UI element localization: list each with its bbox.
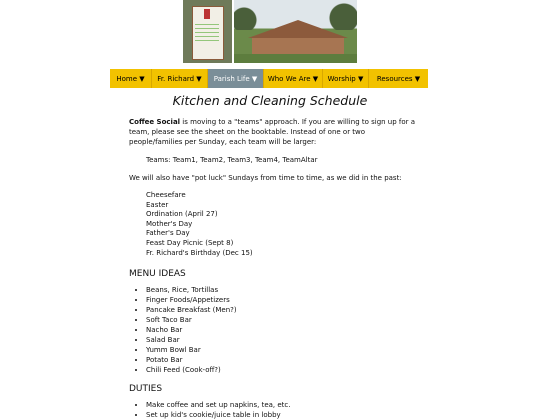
potluck-paragraph: We will also have "pot luck" Sundays from time to time, as we did in the past: xyxy=(129,174,402,182)
list-item: • Potato Bar xyxy=(146,355,419,365)
event-item: Fr. Richard's Birthday (Dec 15) xyxy=(146,248,253,257)
list-item: • Beans, Rice, Tortillas xyxy=(146,285,419,295)
list-item: • Make coffee and set up napkins, tea, etc. xyxy=(146,400,419,410)
menu-ideas-heading: MENU IDEAS xyxy=(129,269,186,280)
list-item: • Set up kid's cookie/juice table in lobby xyxy=(146,410,419,420)
intro-paragraph xyxy=(129,117,419,147)
duties-heading: DUTIES xyxy=(129,384,163,395)
nav-home[interactable]: Home ▼ xyxy=(110,69,152,88)
nav-resources[interactable]: Resources ▼ xyxy=(369,69,428,88)
nav-fr-richard[interactable]: Fr. Richard ▼ xyxy=(152,69,208,88)
event-item: Easter xyxy=(146,200,169,209)
event-item: Feast Day Picnic (Sept 8) xyxy=(146,238,234,247)
page-content xyxy=(129,117,419,420)
parish-sign-photo xyxy=(183,0,232,63)
list-item: • Yumm Bowl Bar xyxy=(146,345,419,355)
list-item: • Finger Foods/Appetizers xyxy=(146,295,419,305)
list-item: • Salad Bar xyxy=(146,335,419,345)
nav-parish-life[interactable]: Parish Life ▼ xyxy=(208,69,264,88)
event-item: Mother's Day xyxy=(146,219,193,228)
event-item: Father's Day xyxy=(146,229,190,238)
list-item: • Chili Feed (Cook-off?) xyxy=(146,365,419,375)
main-nav xyxy=(110,69,428,88)
menu-ideas-list xyxy=(129,285,419,375)
list-item: • Pancake Breakfast (Men?) xyxy=(146,305,419,315)
page-title: Kitchen and Cleaning Schedule xyxy=(172,93,368,108)
coffee-social-label: Coffee Social xyxy=(129,118,181,126)
list-item: • Soft Taco Bar xyxy=(146,315,419,325)
nav-who-we-are[interactable]: Who We Are ▼ xyxy=(264,69,323,88)
event-item: Ordination (April 27) xyxy=(146,210,218,219)
nav-worship[interactable]: Worship ▼ xyxy=(323,69,369,88)
church-building-photo xyxy=(234,0,357,63)
potluck-events xyxy=(129,191,419,258)
teams-line: Teams: Team1, Team2, Team3, Team4, TeamAltar xyxy=(146,156,318,164)
duties-list xyxy=(129,400,419,420)
event-item: Cheesefare xyxy=(146,191,186,199)
header-photos xyxy=(183,0,357,63)
list-item: • Nacho Bar xyxy=(146,325,419,335)
intro-text: is moving to a "teams" approach. If you are willing to sign up for a team, please see the sheet on the booktable. Instead of one or two people/families per Sunday, each team will be larger: xyxy=(129,118,416,146)
